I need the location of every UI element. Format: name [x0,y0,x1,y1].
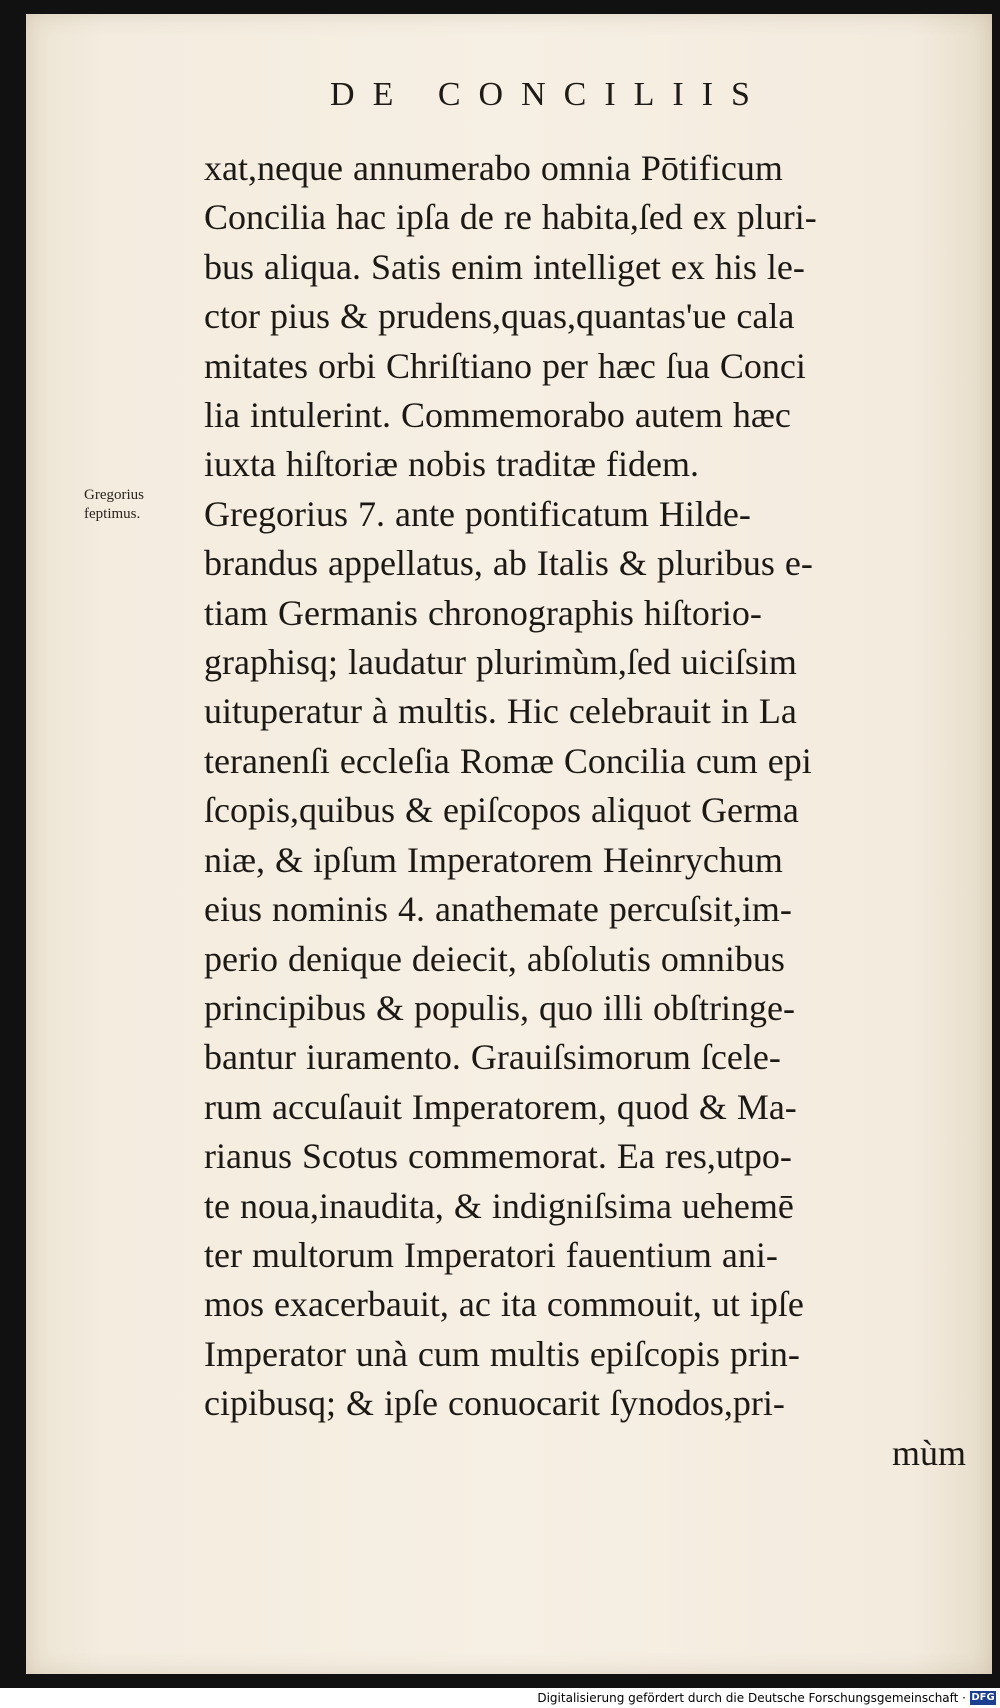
footer-credit: Digitalisierung gefördert durch die Deutsche Forschungsgemeinschaft · [537,1691,966,1705]
text-line: principibus & populis, quo illi obſtringe- [204,987,795,1028]
text-line: bantur iuramento. Grauiſsimorum ſcele- [204,1037,781,1078]
text-line: lia intulerint. Commemorabo autem hæc [204,395,791,436]
text-line: bus aliqua. Satis enim intelliget ex his le- [204,246,805,287]
marginal-note-line: Gregorius [84,487,144,503]
text-line: perio denique deiecit, abſolutis omnibus [204,938,785,979]
running-head: DE CONCILIIS [330,76,768,113]
text-line: graphisq; laudatur plurimùm,ſed uiciſsim [204,642,797,683]
text-line: xat,neque annumerabo omnia Pōtificum [204,148,783,188]
digitization-footer [0,1688,1000,1708]
marginal-note [84,486,204,524]
text-line: cipibusq; & ipſe conuocarit ſynodos,pri- [204,1383,785,1424]
text-line: te noua,inaudita, & indigniſsima uehemē [204,1185,794,1226]
text-line: mitates orbi Chriſtiano per hæc ſua Conci [204,345,806,386]
text-line: niæ, & ipſum Imperatorem Heinrychum [204,839,783,880]
text-line: ſcopis,quibus & epiſcopos aliquot Germa [204,790,799,831]
text-line: iuxta hiſtoriæ nobis traditæ fidem. [204,444,699,485]
dfg-logo-icon: DFG [971,1692,995,1703]
text-line: Gregorius 7. ante pontificatum Hilde- [204,493,751,534]
text-line: eius nominis 4. anathemate percuſsit,im- [204,889,792,930]
text-line: brandus appellatus, ab Italis & pluribus e- [204,543,813,584]
catchword: mùm [891,1432,966,1473]
text-line: Concilia hac ipſa de re habita,ſed ex pluri- [204,197,817,238]
book-page [26,14,992,1674]
text-line: tiam Germanis chronographis hiſtorio- [204,592,762,633]
text-line: rum accuſauit Imperatorem, quod & Ma- [204,1086,797,1127]
text-line: ter multorum Imperatori fauentium ani- [204,1234,778,1275]
text-line: mos exacerbauit, ac ita commouit, ut ipſe [204,1284,804,1325]
marginal-note-line: feptimus. [84,506,141,522]
text-line: uituperatur à multis. Hic celebrauit in La [204,691,797,732]
text-line: teranenſi eccleſia Romæ Concilia cum epi [204,740,812,781]
body-text [204,144,1000,1478]
text-line: rianus Scotus commemorat. Ea res,utpo- [204,1136,792,1177]
text-line: ctor pius & prudens,quas,quantas'ue cala [204,296,795,337]
text-line: Imperator unà cum multis epiſcopis prin- [204,1333,800,1374]
